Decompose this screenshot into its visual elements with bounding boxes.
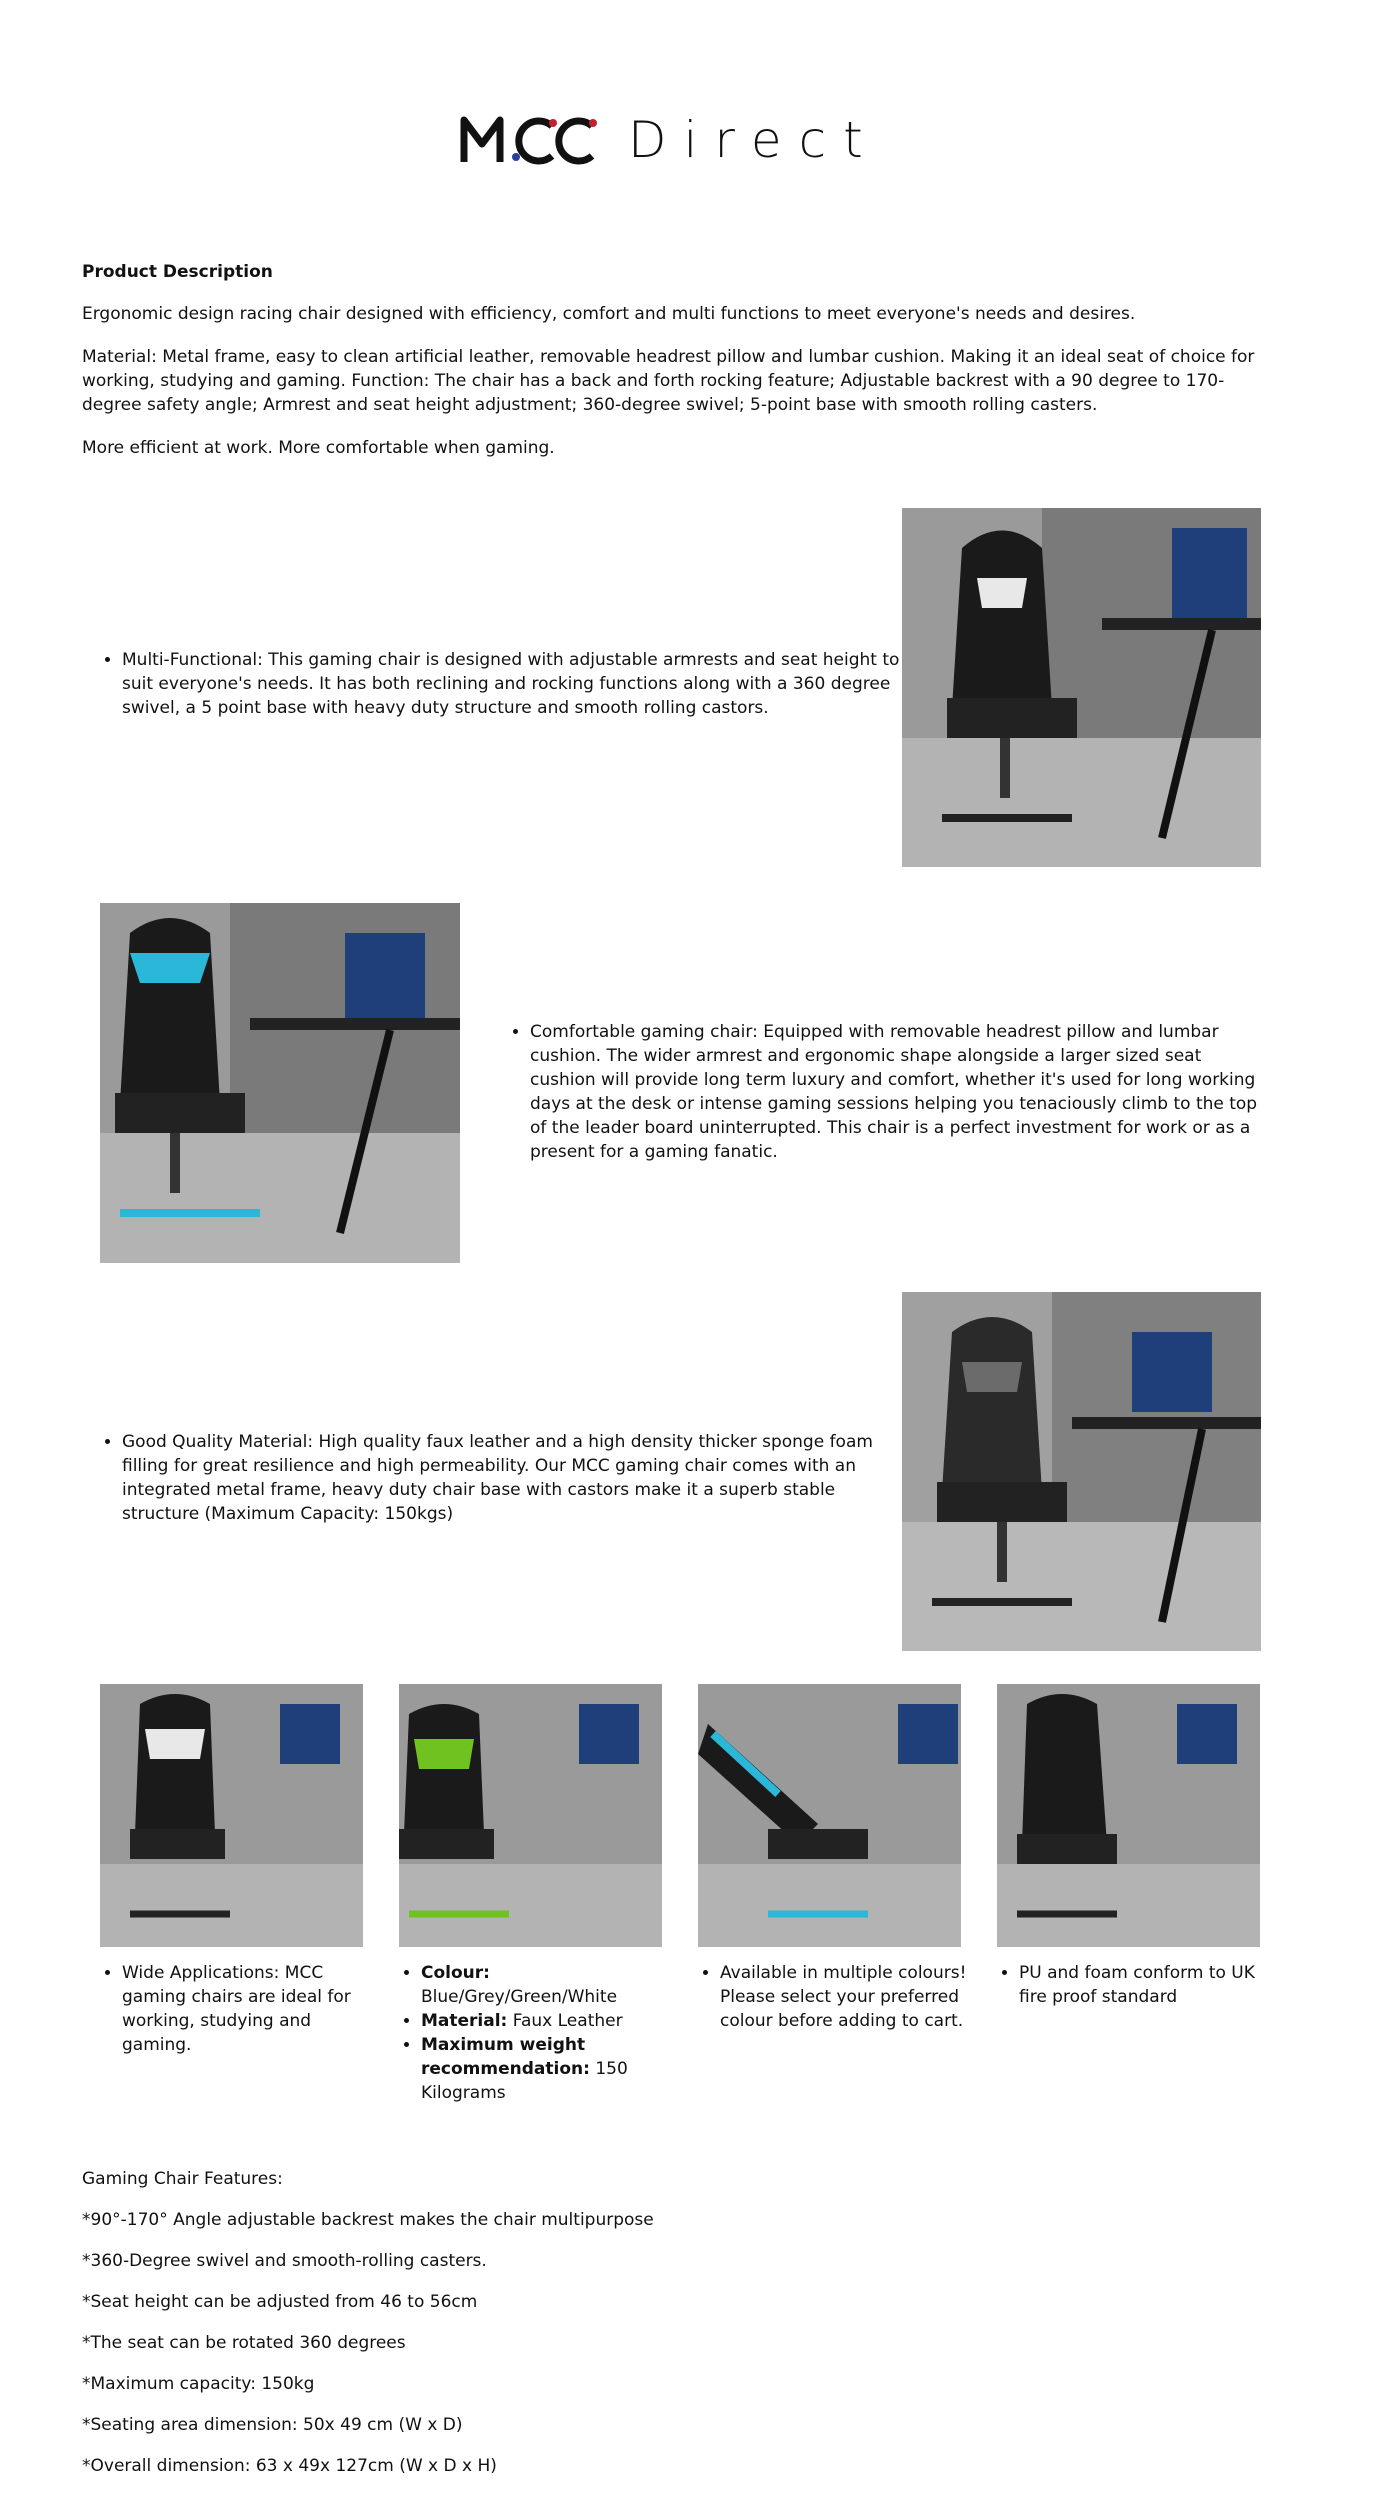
chair-features xyxy=(82,2167,982,2495)
feature-line: *Seating area dimension: 50x 49 cm (W x D) xyxy=(82,2415,463,2435)
chair-photo-blue-reclined xyxy=(698,1684,961,1947)
chair-image xyxy=(902,508,1261,867)
features-heading: Gaming Chair Features: xyxy=(82,2169,283,2189)
chair-photo-blue xyxy=(100,903,460,1263)
description-paragraph: More efficient at work. More comfortable when gaming. xyxy=(82,438,555,458)
chair-image xyxy=(997,1684,1260,1947)
feature-text: • Multi-Functional: This gaming chair is designed with adjustable armrests and seat height to suit everyone's needs. It has both reclining and rocking functions along with a 360 degree swivel, a 5 point base with heavy duty structure and smooth rolling castors. xyxy=(122,648,902,720)
chair-image xyxy=(698,1684,961,1947)
spec-weight xyxy=(421,2033,669,2105)
feature-module-1 xyxy=(82,648,902,720)
chair-photo-white xyxy=(902,508,1261,867)
spec-label: Material: xyxy=(421,2011,508,2031)
column-text-4 xyxy=(997,1961,1267,2009)
feature-text: • Comfortable gaming chair: Equipped with removable headrest pillow and lumbar cushion. The wider armrest and ergonomic shape alongside a larger sized seat cushion will provide long term luxury and comfort, whether it's used for long working days at the desk or intense gaming sessions helping you tenaciously climb to the top of the leader board uninterrupted. This chair is a perfect investment for work or as a present for a gaming fanatic. xyxy=(530,1020,1270,1164)
mcc-logo-mark xyxy=(460,110,600,170)
spec-value: Faux Leather xyxy=(512,2011,623,2031)
chair-photo-white-small xyxy=(100,1684,363,1947)
column-bullet: • Wide Applications: MCC gaming chairs are ideal for working, studying and gaming. xyxy=(122,1961,370,2057)
chair-photo-grey xyxy=(902,1292,1261,1651)
column-bullet: • Available in multiple colours! Please select your preferred colour before adding to cart. xyxy=(720,1961,968,2033)
feature-line: *90°-170° Angle adjustable backrest makes the chair multipurpose xyxy=(82,2210,654,2230)
spec-label: Colour: xyxy=(421,1963,490,1983)
description-heading: Product Description xyxy=(82,262,273,282)
spec-material xyxy=(421,2009,669,2033)
chair-image xyxy=(399,1684,662,1947)
feature-line: *Maximum capacity: 150kg xyxy=(82,2374,315,2394)
chair-image xyxy=(100,903,460,1263)
feature-line: *The seat can be rotated 360 degrees xyxy=(82,2333,406,2353)
column-bullet: • PU and foam conform to UK fire proof standard xyxy=(1019,1961,1267,2009)
description-paragraph: Material: Metal frame, easy to clean artificial leather, removable headrest pillow and lumbar cushion. Making it an ideal seat of choice for working, studying and gaming. Function: The chair has a back and forth rocking feature; Adjustable backrest with a 90 degree to 170-degree safety angle; Armrest and seat height adjustment; 360-degree swivel; 5-point base with smooth rolling casters. xyxy=(82,347,1255,415)
feature-line: *Seat height can be adjusted from 46 to 56cm xyxy=(82,2292,478,2312)
brand-logo xyxy=(460,105,880,175)
spec-value: 150 Kilograms xyxy=(421,2059,628,2103)
product-description xyxy=(82,262,1282,479)
chair-image xyxy=(100,1684,363,1947)
feature-line: *360-Degree swivel and smooth-rolling casters. xyxy=(82,2251,487,2271)
feature-module-2 xyxy=(490,1020,1270,1164)
chair-image xyxy=(902,1292,1261,1651)
spec-colour xyxy=(421,1961,669,2009)
logo-word: Direct xyxy=(628,111,880,169)
chair-photo-black-back xyxy=(997,1684,1260,1947)
spec-label: Maximum weight recommendation: xyxy=(421,2035,590,2079)
column-text-1 xyxy=(100,1961,370,2057)
description-paragraph: Ergonomic design racing chair designed with efficiency, comfort and multi functions to meet everyone's needs and desires. xyxy=(82,304,1136,324)
column-text-3 xyxy=(698,1961,968,2033)
column-text-2 xyxy=(399,1961,669,2105)
chair-photo-green-small xyxy=(399,1684,662,1947)
feature-module-3 xyxy=(82,1430,902,1526)
feature-text: • Good Quality Material: High quality faux leather and a high density thicker sponge foam filling for great resilience and high permeability. Our MCC gaming chair comes with an integrated metal frame, heavy duty chair base with castors make it a superb stable structure (Maximum Capacity: 150kgs) xyxy=(122,1430,902,1526)
spec-value: Blue/Grey/Green/White xyxy=(421,1987,618,2007)
feature-line: *Overall dimension: 63 x 49x 127cm (W x D x H) xyxy=(82,2456,497,2476)
